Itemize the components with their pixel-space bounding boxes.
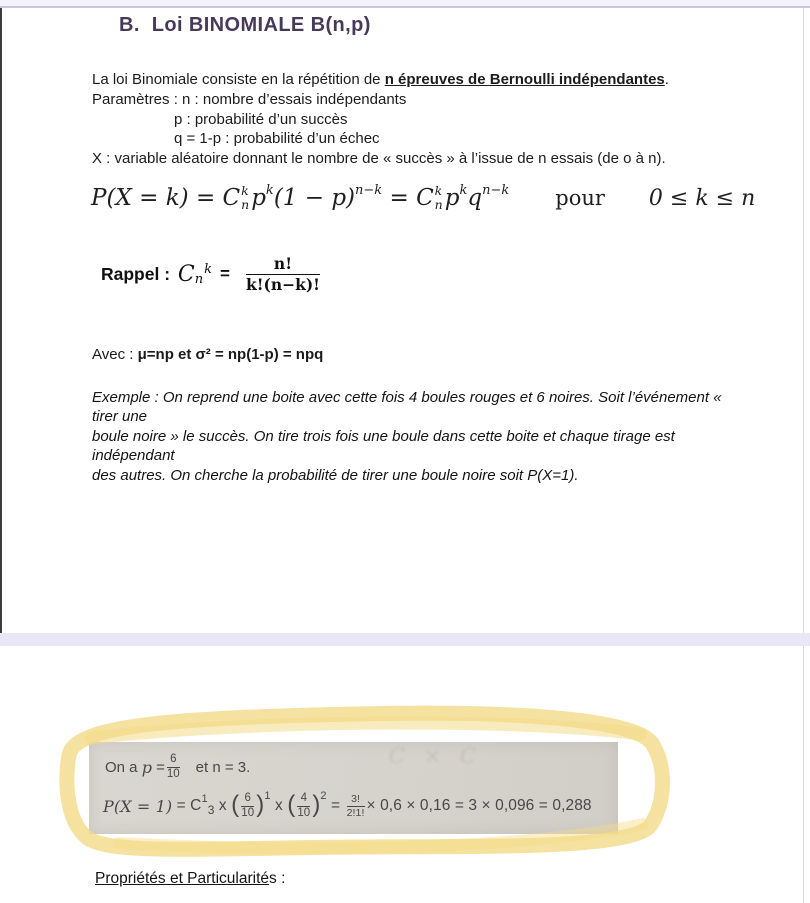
p-var-2: p: [444, 185, 460, 211]
q-var: q: [467, 185, 483, 211]
combination-supsub-2: [435, 184, 443, 212]
photo-C-sub: 3: [207, 803, 215, 817]
rappel-sup-k: k: [204, 261, 213, 277]
intro-line-1-pre: La loi Binomiale consiste en la répétition de: [92, 71, 385, 88]
avec-line: [92, 346, 323, 363]
photo-l1-post: et n = 3.: [195, 758, 251, 776]
formula-mid: = C: [382, 185, 434, 211]
example-line-5: des autres. On cherche la probabilité de tirer une boule noire soit P(X=1).: [92, 466, 579, 484]
ghost-bleedthrough-text: C × C: [389, 744, 483, 768]
footer-heading: [95, 870, 285, 888]
photo-eq1: =: [172, 797, 191, 814]
bernoulli-term-bold-underline: n épreuves de Bernoulli indépendantes: [384, 71, 665, 88]
k-range: 0 ≤ k ≤ n: [648, 185, 756, 211]
fraction-numerator: n!: [273, 253, 292, 273]
photo-frac-2-num: 4: [300, 792, 308, 804]
photo-frac-p-num: 6: [170, 753, 177, 765]
photo-C-sup: 1: [201, 793, 208, 805]
one-minus-p: (1 − p): [273, 185, 356, 211]
photo-l1-eq: =: [151, 758, 165, 776]
rappel-label: Rappel :: [101, 263, 175, 284]
photo-times-1: x: [214, 797, 232, 814]
open-paren-1: (: [231, 791, 240, 818]
close-paren-2: ): [312, 791, 321, 818]
param-line-p: p : probabilité d’un succès: [174, 110, 348, 128]
photo-times-2: x: [270, 797, 288, 814]
formula-lhs: P(X = k) = C: [91, 185, 241, 211]
p-exponent-2: k: [459, 182, 468, 198]
photo-result: × 0,6 × 0,16 = 3 × 0,096 = 0,288: [366, 797, 592, 814]
close-paren-1: ): [256, 791, 265, 818]
intro-paragraph: [92, 70, 752, 169]
binomial-formula: [91, 177, 755, 219]
photo-frac-1-num: 6: [244, 792, 251, 804]
param-line-n: Paramètres : n : nombre d’essais indépendants: [92, 90, 407, 108]
photo-frac-p-den: 10: [166, 767, 180, 780]
example-line-4: indépendant: [92, 447, 175, 465]
mean-variance-formula: μ=np et σ² = np(1-p) = npq: [137, 346, 324, 363]
sup-k: k: [241, 183, 249, 199]
photo-excerpt: [89, 742, 618, 834]
footer-underlined: Propriétés et Particularité: [95, 870, 270, 887]
top-lavender-strip: [0, 0, 810, 8]
photo-frac-3-den: 2!1!: [346, 806, 365, 819]
photo-frac-p: [167, 754, 180, 780]
intro-line-1-post: .: [664, 71, 669, 88]
photo-p-var: p: [141, 757, 152, 777]
combination-supsub: [241, 184, 249, 212]
photo-frac-3-num: 3!: [351, 793, 361, 805]
p-var: p: [251, 185, 266, 211]
nmk-exponent: n−k: [355, 182, 383, 198]
photo-exp-2: 2: [320, 790, 327, 802]
rappel-sub-n: n: [194, 271, 204, 287]
photo-line-1: [105, 751, 250, 783]
sub-n2: n: [434, 197, 443, 212]
page-title: B. Loi BINOMIALE B(n,p): [119, 14, 371, 36]
rappel-line: [101, 249, 320, 299]
footer-rest: s :: [269, 870, 286, 887]
combination-symbol: C: [177, 261, 195, 287]
photo-frac-2-den: 10: [297, 806, 311, 819]
pour-label: pour: [555, 186, 605, 210]
fraction-denominator: k!(n−k)!: [245, 275, 320, 294]
photo-l1-pre: On a: [105, 758, 142, 776]
intro-line-1: [92, 70, 752, 90]
rappel-equals: =: [220, 264, 230, 283]
photo-eq2: =: [326, 797, 345, 814]
page-right-edge: [803, 8, 804, 903]
photo-frac-3: [347, 794, 365, 818]
photo-line-2: [103, 786, 592, 826]
sup-k2: k: [434, 183, 443, 199]
photo-frac-1: [241, 793, 254, 819]
photo-C: C: [190, 797, 202, 814]
q-exponent: n−k: [482, 182, 510, 198]
sub-n: n: [241, 197, 250, 212]
factorial-fraction: [245, 253, 320, 294]
variable-x-line: X : variable aléatoire donnant le nombre de « succès » à l’issue de n essais (de o à n).: [92, 150, 666, 168]
param-line-q: q = 1-p : probabilité d’un échec: [174, 130, 380, 148]
photo-exp-1: 1: [264, 790, 271, 802]
example-line-3: boule noire » le succès. On tire trois fois une boule dans cette boite et chaque tirage est: [92, 427, 675, 445]
avec-prefix: Avec :: [92, 346, 138, 363]
open-paren-2: (: [287, 791, 296, 818]
p-exponent: k: [265, 182, 274, 198]
example-line-2: tirer une: [92, 408, 148, 426]
section-divider-band: [0, 633, 810, 646]
example-paragraph: [92, 388, 772, 485]
page-left-edge: [0, 8, 2, 634]
photo-pX: P(X = 1): [103, 796, 173, 816]
photo-frac-1-den: 10: [241, 806, 255, 819]
example-line-1: Exemple : On reprend une boite avec cette fois 4 boules rouges et 6 noires. Soit l’événement «: [92, 389, 722, 406]
photo-frac-2: [297, 793, 310, 819]
